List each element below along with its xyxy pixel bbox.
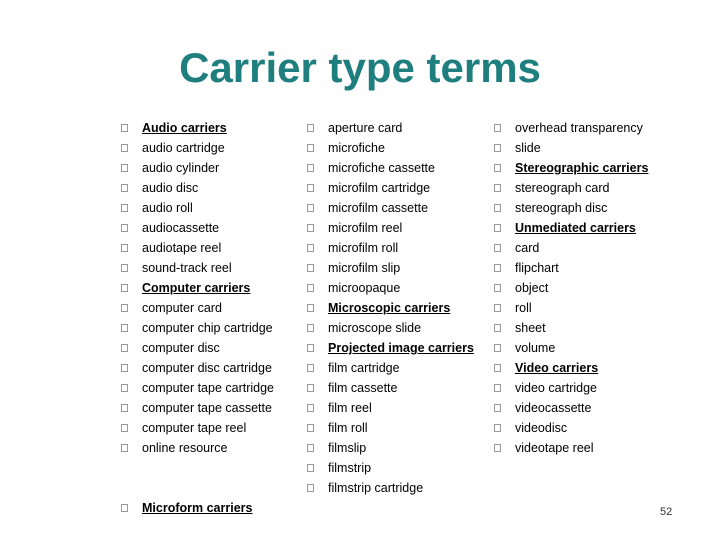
list-item-label: computer tape cartridge [142,381,275,395]
list-item [307,158,474,178]
checkbox-bullet-icon [494,224,501,232]
list-item [494,378,648,398]
list-item [494,138,648,158]
list-item [494,258,648,278]
list-item [121,198,274,218]
page-number: 52 [660,506,673,518]
list-item-label: computer card [142,301,222,315]
list-item [494,198,648,218]
list-item-label: videocassette [515,401,592,415]
list-item-label: filmstrip cartridge [328,481,424,495]
list-item [494,418,648,438]
list-item-label: microfilm cassette [328,201,429,215]
list-item [307,438,474,458]
checkbox-bullet-icon [121,384,128,392]
checkbox-bullet-icon [307,384,314,392]
list-item-label: sheet [515,321,546,335]
list-item-label: sound-track reel [142,261,232,275]
checkbox-bullet-icon [494,184,501,192]
list-item [121,438,274,458]
checkbox-bullet-icon [307,204,314,212]
checkbox-bullet-icon [121,504,128,512]
checkbox-bullet-icon [494,364,501,372]
list-item-label: computer chip cartridge [142,321,273,335]
list-item-label: Computer carriers [142,281,251,295]
list-item [494,278,648,298]
list-item-label: microfilm cartridge [328,181,431,195]
list-item-label: videotape reel [515,441,594,455]
checkbox-bullet-icon [307,284,314,292]
checkbox-bullet-icon [307,184,314,192]
list-item [307,458,474,478]
list-item [121,318,274,338]
carrier-column-2 [307,118,474,498]
list-item-label: roll [515,301,532,315]
list-item [307,418,474,438]
checkbox-bullet-icon [121,164,128,172]
list-item-label: film cartridge [328,361,400,375]
list-item-label: slide [515,141,541,155]
checkbox-bullet-icon [307,424,314,432]
list-item-label: video cartridge [515,381,597,395]
checkbox-bullet-icon [307,264,314,272]
list-item [494,218,648,238]
checkbox-bullet-icon [307,344,314,352]
list-item [307,118,474,138]
list-item [494,238,648,258]
list-item-label: flipchart [515,261,559,275]
list-item-label: volume [515,341,556,355]
list-item-label: online resource [142,441,228,455]
list-item-label: film roll [328,421,368,435]
list-item-label: film reel [328,401,372,415]
list-item [307,358,474,378]
list-item [121,298,274,318]
checkbox-bullet-icon [121,184,128,192]
list-item-label: Projected image carriers [328,341,474,355]
list-item-label: computer disc cartridge [142,361,272,375]
checkbox-bullet-icon [494,204,501,212]
list-item-label: stereograph disc [515,201,608,215]
list-item [121,158,274,178]
list-item [307,238,474,258]
checkbox-bullet-icon [307,244,314,252]
list-item [494,358,648,378]
list-item-label: Stereographic carriers [515,161,649,175]
list-item-label: audio roll [142,201,193,215]
list-item [307,198,474,218]
list-item [121,258,274,278]
list-item [494,438,648,458]
list-item-label: microfilm reel [328,221,403,235]
checkbox-bullet-icon [494,244,501,252]
list-item-label: microfilm slip [328,261,401,275]
list-item-label: audiocassette [142,221,220,235]
list-item [494,118,648,138]
checkbox-bullet-icon [121,204,128,212]
list-item [307,338,474,358]
checkbox-bullet-icon [494,444,501,452]
checkbox-bullet-icon [494,344,501,352]
list-item-label: audio cartridge [142,141,225,155]
list-item [121,378,274,398]
list-item [307,258,474,278]
list-item [307,178,474,198]
checkbox-bullet-icon [121,324,128,332]
list-item-label: overhead transparency [515,121,643,135]
list-item-label: microscope slide [328,321,422,335]
list-item-label: Microform carriers [142,501,253,515]
checkbox-bullet-icon [307,484,314,492]
list-item-label: filmslip [328,441,367,455]
list-item-label: film cassette [328,381,398,395]
list-item [307,378,474,398]
checkbox-bullet-icon [494,324,501,332]
checkbox-bullet-icon [307,464,314,472]
checkbox-bullet-icon [121,344,128,352]
list-item [494,158,648,178]
checkbox-bullet-icon [307,124,314,132]
checkbox-bullet-icon [307,304,314,312]
checkbox-bullet-icon [494,424,501,432]
checkbox-bullet-icon [494,384,501,392]
checkbox-bullet-icon [494,164,501,172]
list-item [121,398,274,418]
list-item-label: card [515,241,540,255]
list-item-label: microfiche cassette [328,161,435,175]
list-item [121,278,274,298]
list-item [307,398,474,418]
list-item [307,138,474,158]
checkbox-bullet-icon [121,424,128,432]
checkbox-bullet-icon [494,264,501,272]
checkbox-bullet-icon [121,124,128,132]
checkbox-bullet-icon [121,264,128,272]
checkbox-bullet-icon [494,124,501,132]
checkbox-bullet-icon [307,144,314,152]
list-item [121,238,274,258]
list-item-label: videodisc [515,421,568,435]
list-item-label: stereograph card [515,181,610,195]
list-item [494,318,648,338]
list-item-label: Video carriers [515,361,599,375]
list-item [121,178,274,198]
list-item [121,418,274,438]
list-item-label: microopaque [328,281,401,295]
checkbox-bullet-icon [307,444,314,452]
checkbox-bullet-icon [307,164,314,172]
list-item-label: object [515,281,549,295]
list-item [494,298,648,318]
list-item-label: Audio carriers [142,121,227,135]
checkbox-bullet-icon [307,324,314,332]
list-item-label: computer disc [142,341,220,355]
list-item-label: aperture card [328,121,403,135]
checkbox-bullet-icon [121,444,128,452]
list-item-label: audiotape reel [142,241,222,255]
checkbox-bullet-icon [307,364,314,372]
list-item-label: filmstrip [328,461,372,475]
list-item-label: computer tape reel [142,421,247,435]
list-item-microform-carriers [121,498,252,518]
checkbox-bullet-icon [494,404,501,412]
list-item [121,138,274,158]
checkbox-bullet-icon [121,304,128,312]
list-item [307,318,474,338]
slide-title: Carrier type terms [179,44,541,91]
list-item [121,338,274,358]
checkbox-bullet-icon [121,224,128,232]
list-item-label: Unmediated carriers [515,221,636,235]
list-item [307,298,474,318]
list-item [494,178,648,198]
list-item [307,478,474,498]
checkbox-bullet-icon [307,404,314,412]
checkbox-bullet-icon [494,304,501,312]
list-item [307,278,474,298]
carrier-column-3 [494,118,648,458]
checkbox-bullet-icon [307,224,314,232]
checkbox-bullet-icon [121,284,128,292]
list-item-label: microfiche [328,141,385,155]
checkbox-bullet-icon [121,364,128,372]
list-item [494,338,648,358]
list-item [121,118,274,138]
checkbox-bullet-icon [494,144,501,152]
list-item [494,398,648,418]
list-item-label: Microscopic carriers [328,301,451,315]
list-item [121,358,274,378]
list-item-label: audio disc [142,181,199,195]
checkbox-bullet-icon [121,404,128,412]
list-item-label: computer tape cassette [142,401,272,415]
carrier-column-1 [121,118,274,458]
list-item-label: audio cylinder [142,161,220,175]
checkbox-bullet-icon [121,144,128,152]
list-item [121,218,274,238]
list-item [307,218,474,238]
checkbox-bullet-icon [494,284,501,292]
list-item-label: microfilm roll [328,241,399,255]
checkbox-bullet-icon [121,244,128,252]
